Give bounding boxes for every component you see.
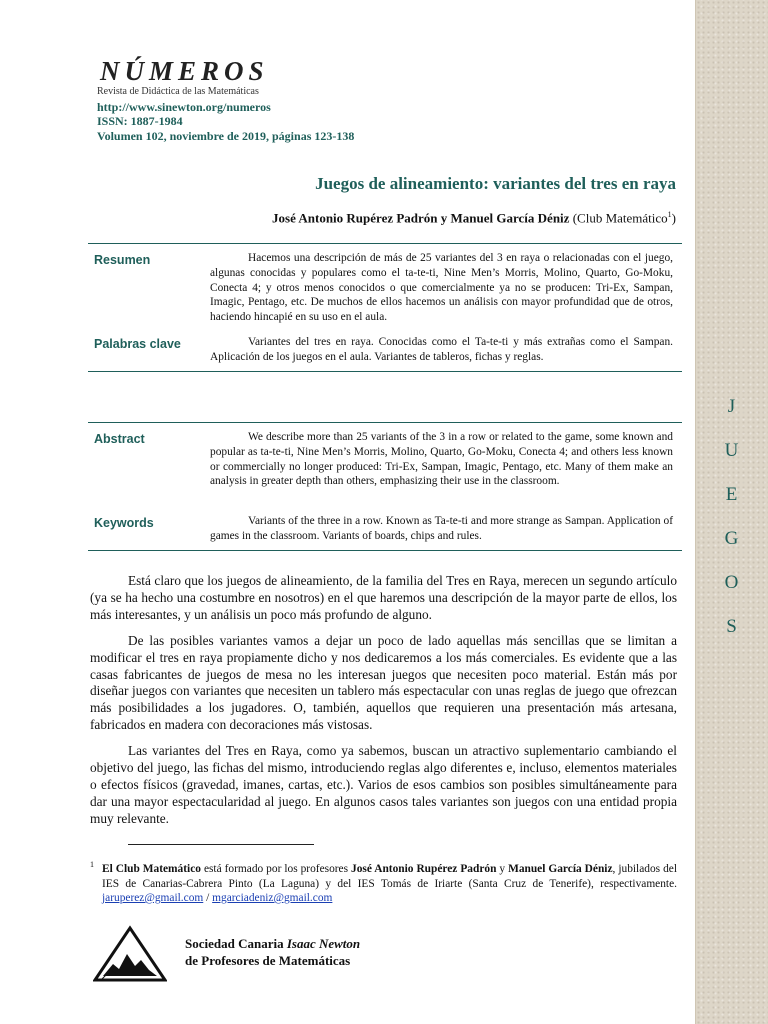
section-letter: J bbox=[727, 396, 736, 417]
society-name bbox=[185, 935, 360, 969]
abstract-label: Abstract bbox=[94, 432, 145, 446]
footnote-text: está formado por los profesores bbox=[200, 863, 352, 875]
footnote-text: , jubilados del IES de Canarias-Cabrera Pinto (La Laguna) y del IES Tomás de Iriarte (Santa Cruz de Tenerife), respectivamente. bbox=[102, 863, 677, 890]
society-line2: de Profesores de Matemáticas bbox=[185, 953, 351, 968]
affiliation-close: ) bbox=[671, 210, 676, 226]
keywords-label: Keywords bbox=[94, 516, 154, 530]
article-body bbox=[90, 573, 677, 837]
journal-name: NÚMEROS bbox=[100, 56, 269, 86]
palabras-clave-label: Palabras clave bbox=[94, 337, 181, 351]
section-letter: S bbox=[726, 616, 737, 637]
box-top-rule bbox=[88, 243, 682, 244]
footnote-mark: 1 bbox=[90, 860, 94, 869]
section-letter: E bbox=[725, 484, 738, 505]
journal-volume: Volumen 102, noviembre de 2019, páginas 123-138 bbox=[97, 129, 355, 143]
section-letter: O bbox=[724, 572, 739, 593]
society-logo-icon bbox=[93, 924, 167, 984]
footnote-author: José Antonio Rupérez Padrón bbox=[351, 863, 497, 875]
resumen-label: Resumen bbox=[94, 253, 151, 267]
article-authors bbox=[272, 210, 676, 226]
footnote-ref[interactable]: 1 bbox=[667, 210, 672, 219]
section-letter: G bbox=[724, 528, 739, 549]
article-title: Juegos de alineamiento: variantes del tres en raya bbox=[315, 174, 676, 193]
society-newton: Isaac Newton bbox=[286, 936, 361, 951]
footnote-text: y bbox=[496, 863, 509, 875]
section-letter: U bbox=[724, 440, 739, 461]
journal-url[interactable]: http://www.sinewton.org/numeros bbox=[97, 100, 271, 114]
email-link[interactable]: mgarciadeniz@gmail.com bbox=[212, 892, 333, 904]
footnote-club: El Club Matemático bbox=[102, 863, 201, 875]
resumen-text: Hacemos una descripción de más de 25 variantes del 3 en raya o relacionadas con el juego, algunas conocidas y populares como el ta-te-ti, Nine Men’s Morris, Molino, Quarto, Go-Moku, Conecta 4; y otros menos conocidos o que comercialmente ya no se producen: Tri-Ex, Sampan, Imagic, Pentago, etc. De muchos de ellos hacemos un análisis con mayor profundidad que de otros, haciendo hincapié en su uso en el aula. bbox=[210, 252, 673, 324]
abstract-text: We describe more than 25 variants of the 3 in a row or related to the game, some known and popular as ta-te-ti, Nine Men’s Morris, Molino, Quarto, Go-Moku, Conecta 4; and others less known or commercially no longer produced: Tri-Ex, Sampan, Imagic, Pentago, etc. Many of them make an analysis in greater depth than others, emphasizing their use in the classroom. bbox=[210, 431, 673, 488]
body-paragraph: De las posibles variantes vamos a dejar un poco de lado aquellas más sencillas que se limitan a modificar el tres en raya propiamente dicho y nos dedicaremos a los más comerciales. Es evidente que a las casas fabricantes de juegos de mesa no les interesan juegos que necesiten poco material. Están más por diseñar juegos con variantes que necesiten un tablero más espectacular con unas reglas de juego que ofrezcan más posibilidades a los jugadores. O, también, aquellos que requieren una presentación más artesana, fabricados en madera con decoraciones más vistosas. bbox=[90, 632, 677, 733]
email-link[interactable]: jaruperez@gmail.com bbox=[102, 892, 204, 904]
body-paragraph: Las variantes del Tres en Raya, como ya sabemos, buscan un atractivo suplementario cambiando el objetivo del juego, las fichas del mismo, introduciendo reglas algo diferentes e, incluso, elementos materiales o efectos físicos (gravedad, imanes, cartas, etc.). Varios de esos cambios son posibles simultáneamente para dar una mayor espectacularidad al juego. En algunos casos tales variantes son juegos con una entidad propia muy relevante. bbox=[90, 743, 677, 826]
email-separator: / bbox=[203, 892, 213, 904]
society-line1: Sociedad Canaria bbox=[185, 936, 287, 951]
footnote bbox=[90, 862, 677, 906]
footnote-rule bbox=[128, 844, 314, 845]
body-paragraph: Está claro que los juegos de alineamiento, de la familia del Tres en Raya, merecen un segundo artículo (ya se ha hecho una costumbre en nosotros) en el que haremos una descripción de la mayor parte de ellos, los más interesantes, y un análisis un poco más profundo de alguno. bbox=[90, 573, 677, 622]
journal-subtitle: Revista de Didáctica de las Matemáticas bbox=[97, 86, 259, 97]
palabras-clave-text: Variantes del tres en raya. Conocidas como el Ta-te-ti y más extrañas como el Sampan. Aplicación de los juegos en el aula. Variantes de tableros, fichas y reglas. bbox=[210, 336, 673, 363]
footnote-author: Manuel García Déniz bbox=[508, 863, 613, 875]
author-names: José Antonio Rupérez Padrón y Manuel García Déniz bbox=[272, 210, 570, 226]
box-top-rule bbox=[88, 422, 682, 423]
journal-issn: ISSN: 1887-1984 bbox=[97, 114, 183, 128]
section-label-juegos bbox=[695, 385, 768, 649]
author-affiliation: (Club Matemático bbox=[572, 210, 668, 226]
box-bottom-rule bbox=[88, 550, 682, 551]
box-bottom-rule bbox=[88, 371, 682, 372]
keywords-text: Variants of the three in a row. Known as Ta-te-ti and more strange as Sampan. Application of games in the classroom. Variants of boards, chips and rules. bbox=[210, 515, 673, 542]
